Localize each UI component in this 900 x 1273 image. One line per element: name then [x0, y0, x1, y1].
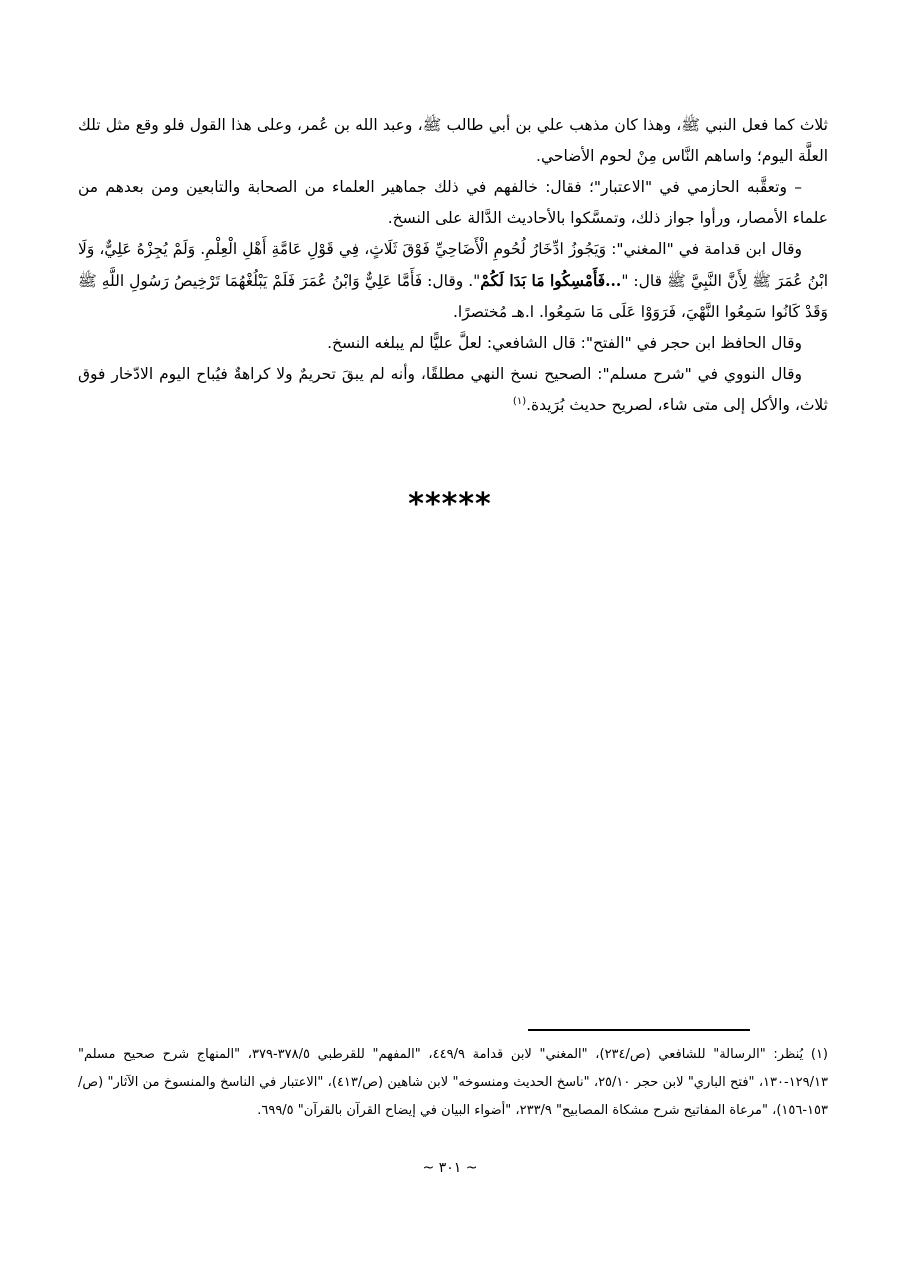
ibn-qudama-intro: وقال ابن قدامة في "المغني": [606, 240, 802, 258]
footnote: (١) يُنظر: "الرسالة" للشافعي (ص/٢٣٤)، "المغني" لابن قدامة ٤٤٩/٩، "المفهم" للقرطبي ٣٧٨/٥-٣٧٩، "المنهاج شرح صحيح مسلم" ١٢٩/١٣-١٣٠، "فتح الباري" لابن حجر ٢٥/١٠، "ناسخ الحديث ومنسوخه" لابن شاهين (ص/٤١٣)، "الاعتبار في الناسخ والمنسوخ من الآثار" (ص/١٥٣-١٥٦)، "مرعاة المفاتيح شرح مشكاة المصابيح" ٢٣٣/٩، "أضواء البيان في إيضاح القرآن بالقرآن" ٦٩٩/٥. [78, 1047, 828, 1118]
page-number: ~ ٣٠١ ~ [422, 1160, 478, 1176]
paragraph-1: ثلاث كما فعل النبي ﷺ، وهذا كان مذهب علي بن أبي طالب ﷺ، وعبد الله بن عُمر، وعلى هذا القول فلو وقع مثل تلك العلَّة اليوم؛ واساهم النَّاس مِنْ لحوم الأضاحي. [78, 116, 828, 165]
nawawi-text: وقال النووي في "شرح مسلم": الصحيح نسخ النهي مطلقًا، وأنه لم يبقَ تحريمٌ ولا كراهةٌ فيُباح اليوم الادّخار فوق ثلاث، والأكل إلى متى شاء، لصريح حديث بُرَيدة. [78, 365, 828, 414]
main-text [78, 110, 828, 421]
paragraph-5 [78, 359, 828, 421]
mughni-quote-1: وَيَجُوزُ ادِّخَارُ لُحُومِ الْأَضَاحِيِّ فَوْقَ ثَلَاثٍ، فِي قَوْلِ عَامَّةِ أَهْلِ الْعِلْمِ. وَلَمْ يُجِزْهُ عَلِيٌّ، وَلَا ابْنُ عُمَرَ ﷺ لِأَنَّ النَّبِيَّ ﷺ قال: " [78, 240, 828, 290]
section-separator: ***** [408, 487, 492, 522]
paragraph-3 [78, 234, 828, 328]
footnote-divider [528, 1029, 750, 1031]
paragraph-2: – وتعقَّبه الحازمي في "الاعتبار"؛ فقال: خالفهم في ذلك جماهير العلماء من الصحابة والتابعين ومن بعدهم من علماء الأمصار، ورأوا جواز ذلك، وتمسَّكوا بالأحاديث الدَّالة على النسخ. [78, 178, 828, 227]
mughni-quote-2: ". وقال: فَأَمَّا عَلِيٌّ وَابْنُ عُمَرَ فَلَمْ يَبْلُغْهُمَا تَرْخِيصُ رَسُولِ اللَّهِ ﷺ وَقَدْ كَانُوا سَمِعُوا النَّهْيَ، فَرَوَوْا عَلَى مَا سَمِعُوا. ا.هـ مُختصرًا. [78, 272, 828, 321]
footnote-ref: (١) [512, 395, 527, 407]
hadith-quote: ...فَأَمْسِكُوا مَا بَدَا لَكُمْ [480, 271, 622, 290]
paragraph-4: وقال الحافظ ابن حجر في "الفتح": قال الشافعي: لعلَّ عليًّا لم يبلغه النسخ. [327, 334, 802, 352]
